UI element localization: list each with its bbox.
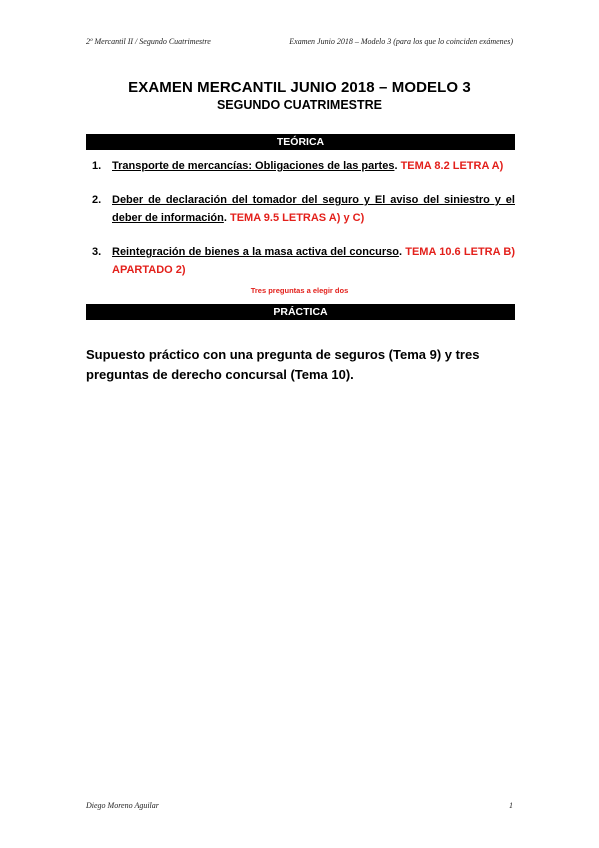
exam-title: EXAMEN MERCANTIL JUNIO 2018 – MODELO 3	[128, 79, 471, 96]
question-body	[112, 191, 515, 227]
header-right-text: Examen Junio 2018 – Modelo 3 (para los que lo coinciden exámenes)	[289, 37, 513, 46]
choice-note: Tres preguntas a elegir dos	[250, 286, 349, 295]
page-number: 1	[509, 801, 513, 810]
section-bar-teorica: TEÓRICA	[86, 134, 515, 150]
question-number: 3.	[92, 246, 102, 258]
question-separator: .	[394, 160, 401, 172]
question-body	[112, 157, 515, 175]
question-item-2	[92, 191, 515, 227]
question-number: 1.	[92, 160, 102, 172]
question-item-3	[92, 243, 515, 279]
question-number: 2.	[92, 194, 102, 206]
footer-author: Diego Moreno Aguilar	[86, 801, 159, 810]
question-separator: .	[398, 246, 406, 258]
question-text: Transporte de mercancías: Obligaciones de las partes	[112, 160, 395, 172]
exam-subtitle: SEGUNDO CUATRIMESTRE	[216, 98, 383, 112]
practica-description: Supuesto práctico con una pregunta de seguros (Tema 9) y tres preguntas de derecho concursal (Tema 10).	[86, 347, 480, 382]
question-text: Deber de declaración del tomador del seguro y El aviso del siniestro y el deber de información	[112, 194, 515, 224]
question-reference: TEMA 8.2 LETRA A)	[400, 160, 504, 172]
question-separator: .	[223, 212, 230, 224]
section-bar-practica: PRÁCTICA	[86, 304, 515, 320]
question-reference: TEMA 9.5 LETRAS A) y C)	[229, 212, 365, 224]
question-item-1	[92, 157, 515, 175]
question-body	[112, 243, 515, 279]
question-reference: TEMA 10.6 LETRA B) APARTADO 2)	[112, 246, 515, 276]
header-left-text: 2º Mercantil II / Segundo Cuatrimestre	[86, 37, 211, 46]
question-text: Reintegración de bienes a la masa activa del concurso	[112, 246, 399, 258]
